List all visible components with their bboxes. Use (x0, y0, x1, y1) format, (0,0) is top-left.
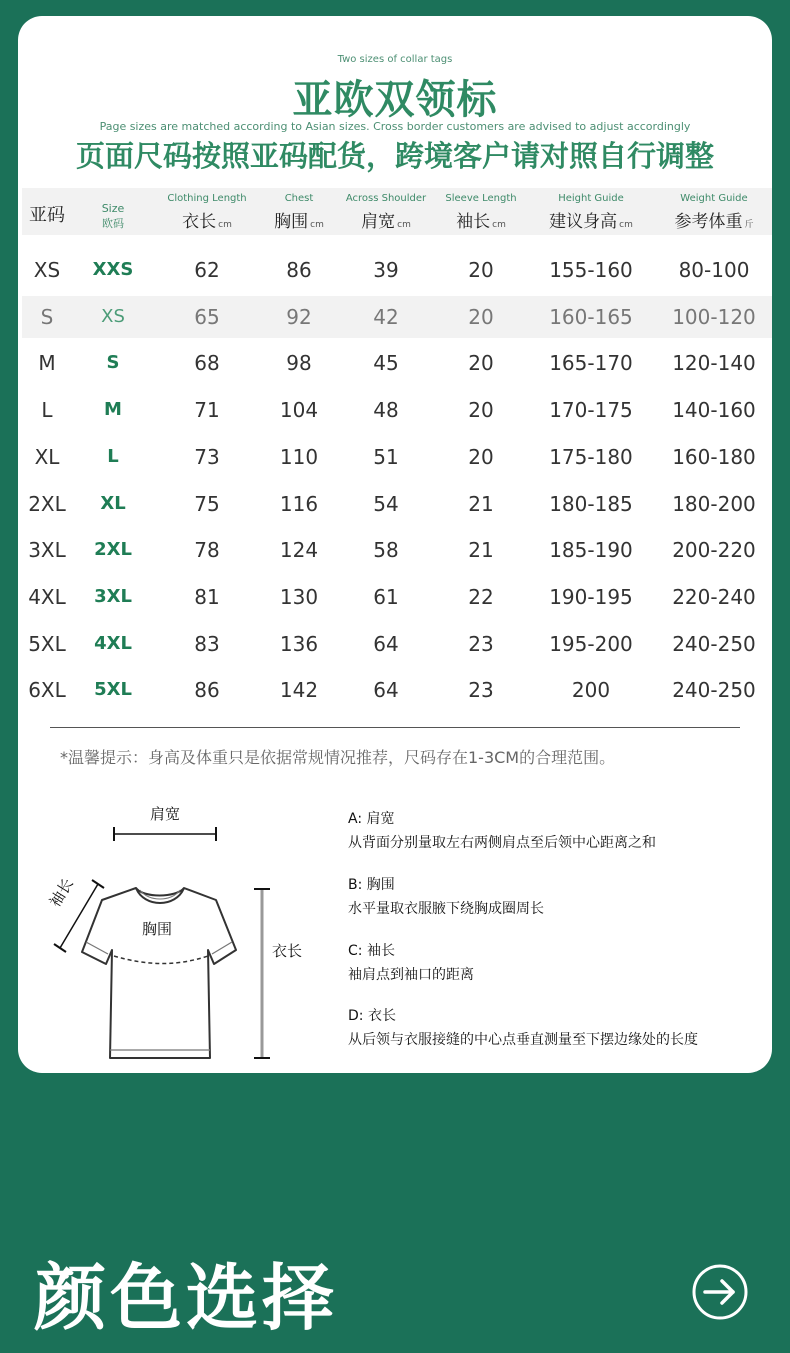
cell-sleeve: 20 (468, 444, 494, 469)
size-note-en: Page sizes are matched according to Asian sizes. Cross border customers are advised to adjust accordingly (99, 120, 691, 133)
def-shoulder-desc: 从背面分别量取左右两侧肩点至后领中心距离之和 (348, 835, 656, 851)
cell-length: 86 (194, 678, 220, 703)
cell-height: 155-160 (549, 258, 633, 282)
def-sleeve-desc: 袖肩点到袖口的距离 (348, 967, 474, 983)
cell-shoulder: 64 (373, 678, 399, 703)
cell-chest: 124 (279, 538, 319, 563)
cell-length: 62 (194, 258, 220, 282)
cell-asia: 6XL (28, 678, 66, 703)
cell-sleeve: 20 (468, 351, 494, 376)
cell-chest: 104 (279, 398, 319, 423)
shoulder-label: 肩宽 (150, 805, 181, 823)
cell-shoulder: 45 (373, 351, 399, 376)
cell-eu: L (107, 445, 119, 467)
cell-weight: 180-200 (672, 491, 756, 516)
cell-shoulder: 54 (373, 491, 399, 516)
cell-eu: XXS (92, 259, 134, 280)
table-row (22, 389, 772, 431)
cell-eu: 5XL (94, 679, 132, 701)
cell-weight: 80-100 (678, 258, 750, 282)
cell-eu: 3XL (94, 585, 132, 607)
cell-height: 190-195 (549, 584, 633, 609)
cell-length: 65 (194, 304, 220, 329)
table-header (22, 188, 772, 235)
header-eu: Size 欧码 (101, 202, 125, 230)
cell-height: 170-175 (549, 398, 633, 423)
cell-height: 175-180 (549, 444, 633, 469)
cell-chest: 136 (279, 631, 319, 656)
cell-chest: 142 (279, 678, 319, 703)
header-shoulder: Across Shoulder 肩宽 cm (345, 193, 427, 232)
cell-height: 160-165 (549, 304, 633, 329)
cell-weight: 200-220 (672, 538, 756, 563)
header-sleeve: Sleeve Length 袖长 cm (445, 193, 517, 232)
cell-asia: L (41, 398, 53, 423)
cell-sleeve: 20 (468, 398, 494, 423)
table-row (22, 483, 772, 525)
cell-weight: 120-140 (672, 351, 756, 376)
cell-sleeve: 21 (468, 491, 494, 516)
cell-height: 195-200 (549, 631, 633, 656)
cell-shoulder: 58 (373, 538, 399, 563)
cell-asia: S (40, 304, 54, 329)
cell-eu: S (106, 352, 120, 374)
def-chest-title: B: 胸围 (348, 877, 395, 893)
cell-chest: 86 (286, 258, 312, 282)
cell-eu: M (104, 399, 122, 421)
cell-chest: 92 (286, 304, 312, 329)
size-chart-card (18, 16, 772, 1073)
header-length: Clothing Length 衣长 cm (167, 193, 247, 232)
table-row (22, 669, 772, 711)
chest-label: 胸围 (142, 920, 173, 938)
cell-weight: 220-240 (672, 584, 756, 609)
cell-eu: 2XL (94, 539, 132, 561)
length-label: 衣长 (272, 942, 303, 960)
cell-shoulder: 51 (373, 444, 399, 469)
cell-sleeve: 22 (468, 584, 494, 609)
sleeve-label: 袖长 (45, 875, 78, 911)
table-row (22, 249, 772, 291)
table-row (22, 296, 772, 338)
cell-shoulder: 61 (373, 584, 399, 609)
cell-shoulder: 42 (373, 304, 399, 329)
cell-weight: 240-250 (672, 631, 756, 656)
cell-length: 83 (194, 631, 220, 656)
cell-height: 180-185 (549, 491, 633, 516)
table-row (22, 576, 772, 618)
cell-length: 71 (194, 398, 220, 423)
cell-height: 165-170 (549, 351, 633, 376)
cell-height: 200 (571, 678, 611, 703)
size-note-cn: 页面尺码按照亚码配货，跨境客户请对照自行调整 (75, 139, 714, 173)
cell-asia: 5XL (28, 631, 66, 656)
cell-chest: 98 (286, 351, 312, 376)
size-tip: *温馨提示：身高及体重只是依据常规情况推荐，尺码存在1-3CM的合理范围。 (60, 748, 616, 767)
cell-weight: 160-180 (672, 444, 756, 469)
header-weight: Weight Guide 参考体重 斤 (674, 193, 754, 232)
cell-asia: 4XL (28, 584, 66, 609)
cell-length: 78 (194, 538, 220, 563)
def-shoulder-title: A: 肩宽 (348, 811, 395, 827)
table-row (22, 342, 772, 384)
cell-chest: 110 (279, 444, 319, 469)
cell-length: 73 (194, 444, 220, 469)
cell-asia: XS (33, 258, 61, 282)
cell-sleeve: 21 (468, 538, 494, 563)
cell-weight: 100-120 (672, 304, 756, 329)
header-height: Height Guide 建议身高 cm (549, 193, 633, 232)
cell-shoulder: 64 (373, 631, 399, 656)
cell-weight: 140-160 (672, 398, 756, 423)
def-length-desc: 从后领与衣服接缝的中心点垂直测量至下摆边缘处的长度 (348, 1032, 698, 1048)
color-selection-title: 颜色选择 (34, 1256, 339, 1340)
cell-sleeve: 23 (468, 678, 494, 703)
cell-sleeve: 20 (468, 258, 494, 282)
def-sleeve-title: C: 袖长 (348, 943, 395, 959)
cell-asia: 3XL (28, 538, 66, 563)
table-row (22, 623, 772, 665)
cell-weight: 240-250 (672, 678, 756, 703)
cell-chest: 116 (279, 491, 319, 516)
header-chest: Chest 胸围 cm (274, 193, 324, 232)
def-chest-desc: 水平量取衣服腋下绕胸成圈周长 (348, 901, 544, 917)
cell-shoulder: 39 (373, 258, 399, 282)
cell-length: 75 (194, 491, 220, 516)
divider (50, 727, 740, 728)
cell-length: 81 (194, 584, 220, 609)
cell-asia: M (38, 351, 56, 376)
cell-eu: XS (101, 305, 125, 327)
cell-eu: 4XL (94, 632, 132, 654)
cell-sleeve: 23 (468, 631, 494, 656)
cell-asia: XL (34, 444, 60, 469)
cell-chest: 130 (279, 584, 319, 609)
cell-length: 68 (194, 351, 220, 376)
header-asia: 亚码 (29, 205, 65, 226)
def-length-title: D: 衣长 (348, 1008, 396, 1024)
collar-tag-subtitle: Two sizes of collar tags (337, 54, 453, 65)
table-row (22, 529, 772, 571)
cell-height: 185-190 (549, 538, 633, 563)
arrow-right-circle-icon[interactable] (692, 1264, 748, 1320)
cell-shoulder: 48 (373, 398, 399, 423)
table-row (22, 436, 772, 478)
cell-asia: 2XL (28, 491, 66, 516)
cell-sleeve: 20 (468, 304, 494, 329)
cell-eu: XL (100, 492, 126, 514)
collar-tag-title: 亚欧双领标 (292, 77, 498, 123)
